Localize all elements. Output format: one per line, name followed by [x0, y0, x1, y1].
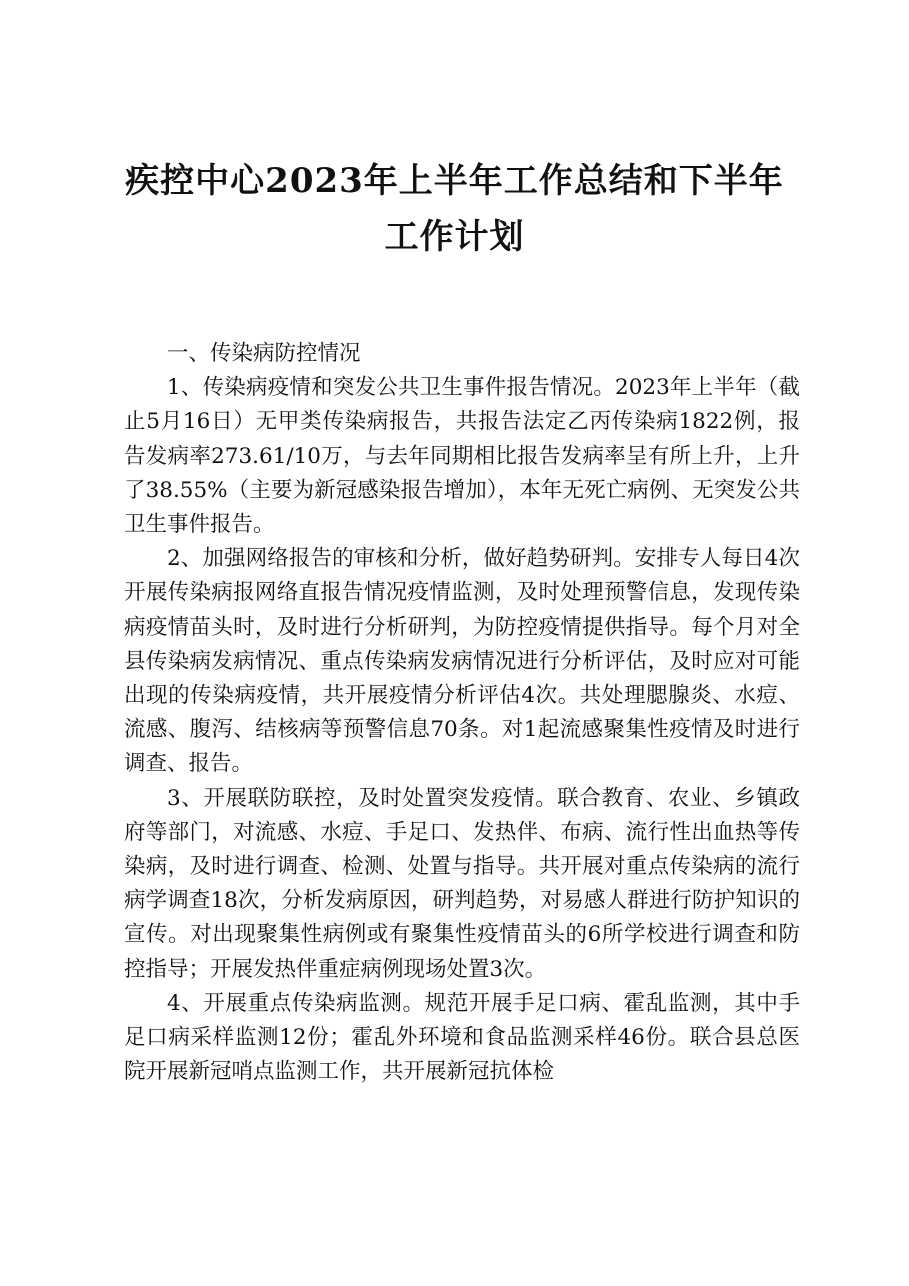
document-body	[124, 337, 800, 1089]
section-heading: 一、传染病防控情况	[167, 341, 361, 366]
document-title: 疾控中心2023年上半年工作总结和下半年工作计划	[125, 161, 784, 257]
paragraph-3: 3、开展联防联控，及时处置突发疫情。联合教育、农业、乡镇政府等部门，对流感、水痘、手足口、发热伴、布病、流行性出血热等传染病，及时进行调查、检测、处置与指导。共开展对重点传染病的流行病学调查18次，分析发病原因，研判趋势，对易感人群进行防护知识的宣传。对出现聚集性病例或有聚集性疫情苗头的6所学校进行调查和防控指导；开展发热伴重症病例现场处置3次。	[124, 785, 800, 982]
paragraph-4: 4、开展重点传染病监测。规范开展手足口病、霍乱监测，其中手足口病采样监测12份；霍乱外环境和食品监测采样46份。联合县总医院开展新冠哨点监测工作，共开展新冠抗体检	[124, 990, 800, 1085]
paragraph-1: 1、传染病疫情和突发公共卫生事件报告情况。2023年上半年（截止5月16日）无甲类传染病报告，共报告法定乙丙传染病1822例，报告发病率273.61/10万，与去年同期相比报告发病率呈有所上升，上升了38.55%（主要为新冠感染报告增加），本年无死亡病例、无突发公共卫生事件报告。	[124, 375, 800, 538]
paragraph-2: 2、加强网络报告的审核和分析，做好趋势研判。安排专人每日4次开展传染病报网络直报告情况疫情监测，及时处理预警信息，发现传染病疫情苗头时，及时进行分析研判，为防控疫情提供指导。每个月对全县传染病发病情况、重点传染病发病情况进行分析评估，及时应对可能出现的传染病疫情，共开展疫情分析评估4次。共处理腮腺炎、水痘、流感、腹泻、结核病等预警信息70条。对1起流感聚集性疫情及时进行调查、报告。	[124, 546, 800, 777]
